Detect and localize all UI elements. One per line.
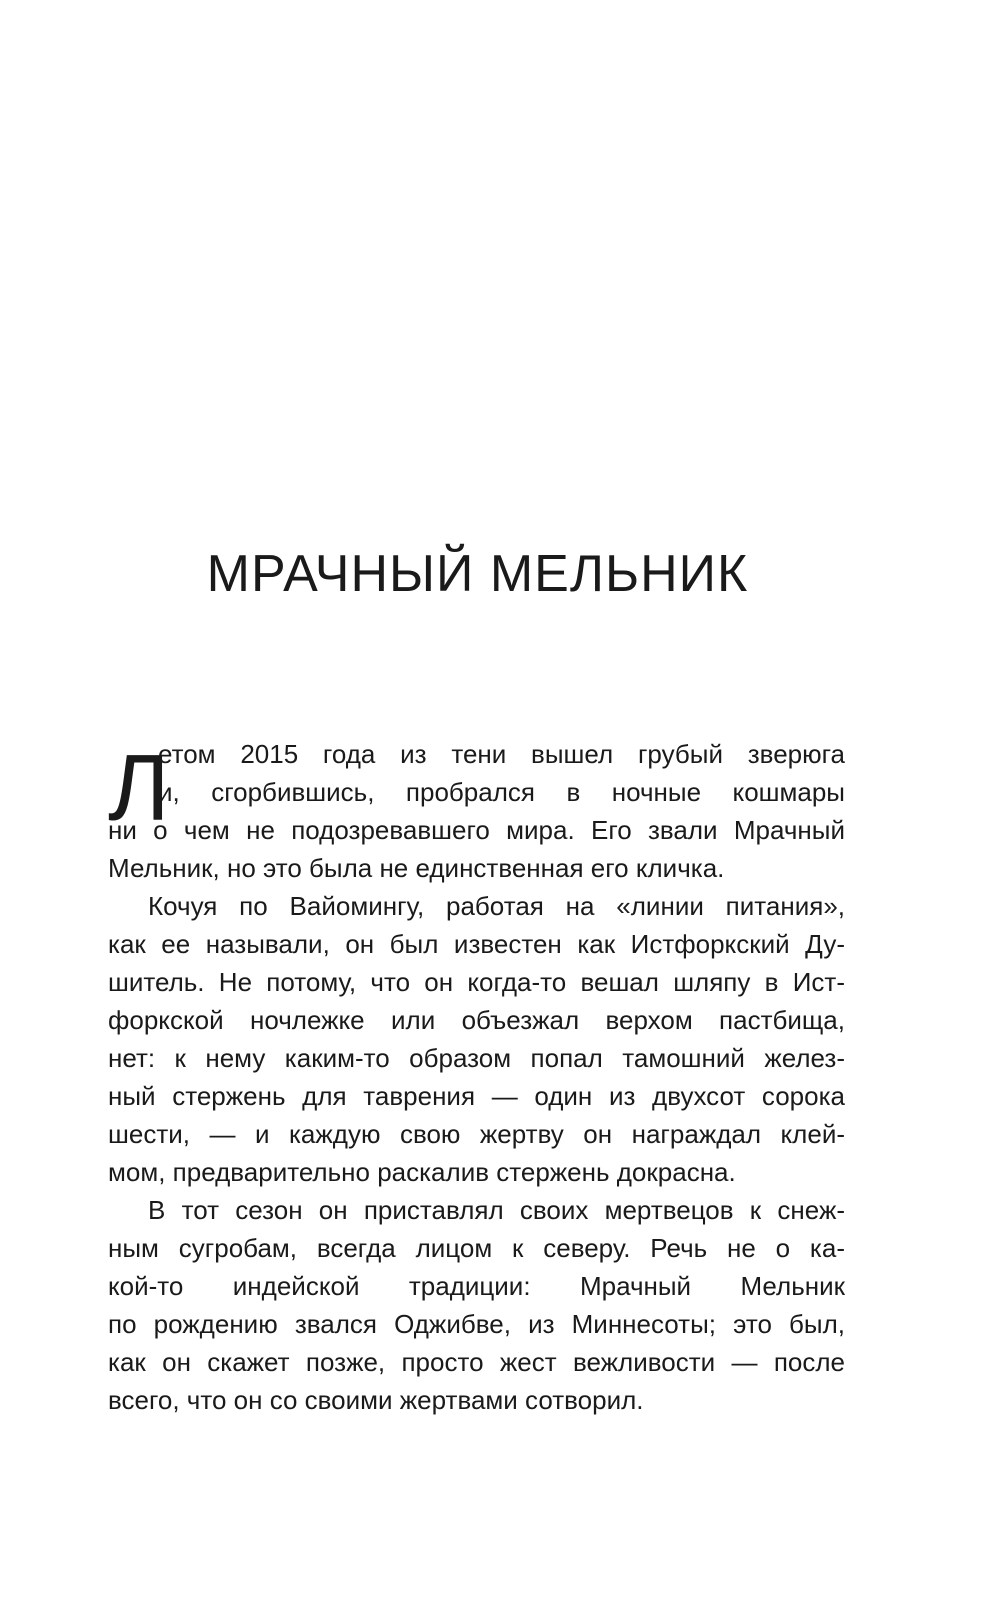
text-line: Кочуя по Вайомингу, работая на «линии питания», — [148, 891, 845, 921]
body-text — [108, 735, 845, 1419]
drop-cap: Л — [108, 735, 170, 840]
text-line: ным сугробам, всегда лицом к северу. Речь не о ка- — [108, 1233, 845, 1263]
chapter-title: МРАЧНЫЙ МЕЛЬНИК — [206, 545, 749, 603]
text-line: В тот сезон он приставлял своих мертвецов к снеж- — [148, 1195, 845, 1225]
text-line: ный стержень для таврения — один из двухсот сорока — [108, 1081, 845, 1111]
text-line: как ее называли, он был известен как Истфоркский Ду- — [108, 929, 845, 959]
text-line: и, сгорбившись, пробрался в ночные кошмары — [158, 777, 845, 807]
text-line: нет: к нему каким-то образом попал тамошний желез- — [108, 1043, 845, 1073]
text-line: всего, что он со своими жертвами сотворил. — [108, 1385, 644, 1415]
text-line: как он скажет позже, просто жест вежливости — после — [108, 1347, 845, 1377]
text-line: форкской ночлежке или объезжал верхом пастбища, — [108, 1005, 845, 1035]
text-line: по рождению звался Оджибве, из Миннесоты; это был, — [108, 1309, 845, 1339]
text-line: ни о чем не подозревавшего мира. Его звали Мрачный — [108, 815, 845, 845]
text-line: етом 2015 года из тени вышел грубый зверюга — [158, 739, 845, 769]
text-line: шести, — и каждую свою жертву он награждал клей- — [108, 1119, 845, 1149]
text-line: кой-то индейской традиции: Мрачный Мельник — [108, 1271, 845, 1301]
text-line: мом, предварительно раскалив стержень докрасна. — [108, 1157, 736, 1187]
text-line: Мельник, но это была не единственная его кличка. — [108, 853, 725, 883]
text-line: шитель. Не потому, что он когда-то вешал шляпу в Ист- — [108, 967, 845, 997]
